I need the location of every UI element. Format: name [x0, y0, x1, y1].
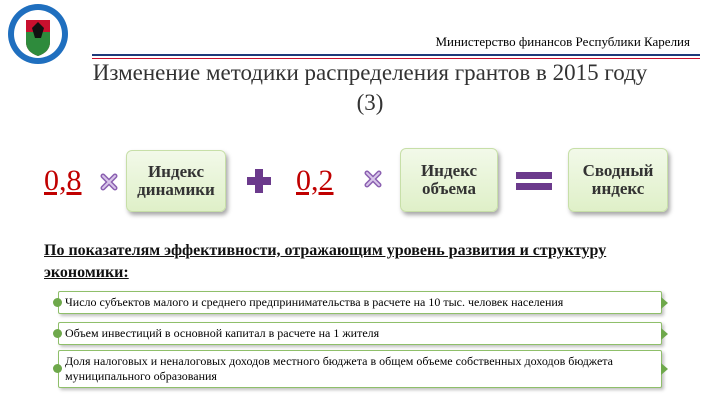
- equals-icon: [516, 170, 552, 192]
- box-volume-index: [400, 148, 498, 212]
- coefficient-dynamics: 0,8: [44, 164, 82, 197]
- box-volume-label-line1: Индекс: [420, 161, 478, 180]
- section-subtitle: По показателям эффективности, отражающим уровень развития и структуру экономики:: [44, 242, 607, 281]
- box-dynamics-label-line1: Индекс: [147, 162, 205, 181]
- multiply-icon: [100, 173, 118, 191]
- indicator-item-3: Доля налоговых и неналоговых доходов местного бюджета в общем объеме собственных доходов бюджета муниципального образования: [58, 350, 662, 388]
- box-dynamics-label-line2: динамики: [137, 180, 215, 199]
- plus-icon: [246, 168, 272, 194]
- indicator-item-1: Число субъектов малого и среднего предпринимательства в расчете на 10 тыс. человек населения: [58, 291, 662, 314]
- indicator-item-2: Объем инвестиций в основной капитал в расчете на 1 жителя: [58, 322, 662, 345]
- slide-title: [40, 58, 700, 118]
- ministry-name: Министерство финансов Республики Карелия: [435, 34, 690, 49]
- box-composite-index: [568, 148, 668, 212]
- box-volume-label-line2: объема: [422, 179, 476, 198]
- multiply-icon: [364, 170, 382, 188]
- box-composite-label-line1: Сводный: [582, 161, 654, 180]
- box-composite-label-line2: индекс: [591, 179, 645, 198]
- coefficient-volume: 0,2: [296, 164, 334, 197]
- republic-emblem-logo: [6, 2, 70, 66]
- header-divider: [92, 54, 700, 56]
- slide-title-line2: (3): [356, 90, 384, 115]
- slide-title-line1: Изменение методики распределения грантов в 2015 году: [92, 60, 648, 85]
- box-dynamics-index: [126, 150, 226, 212]
